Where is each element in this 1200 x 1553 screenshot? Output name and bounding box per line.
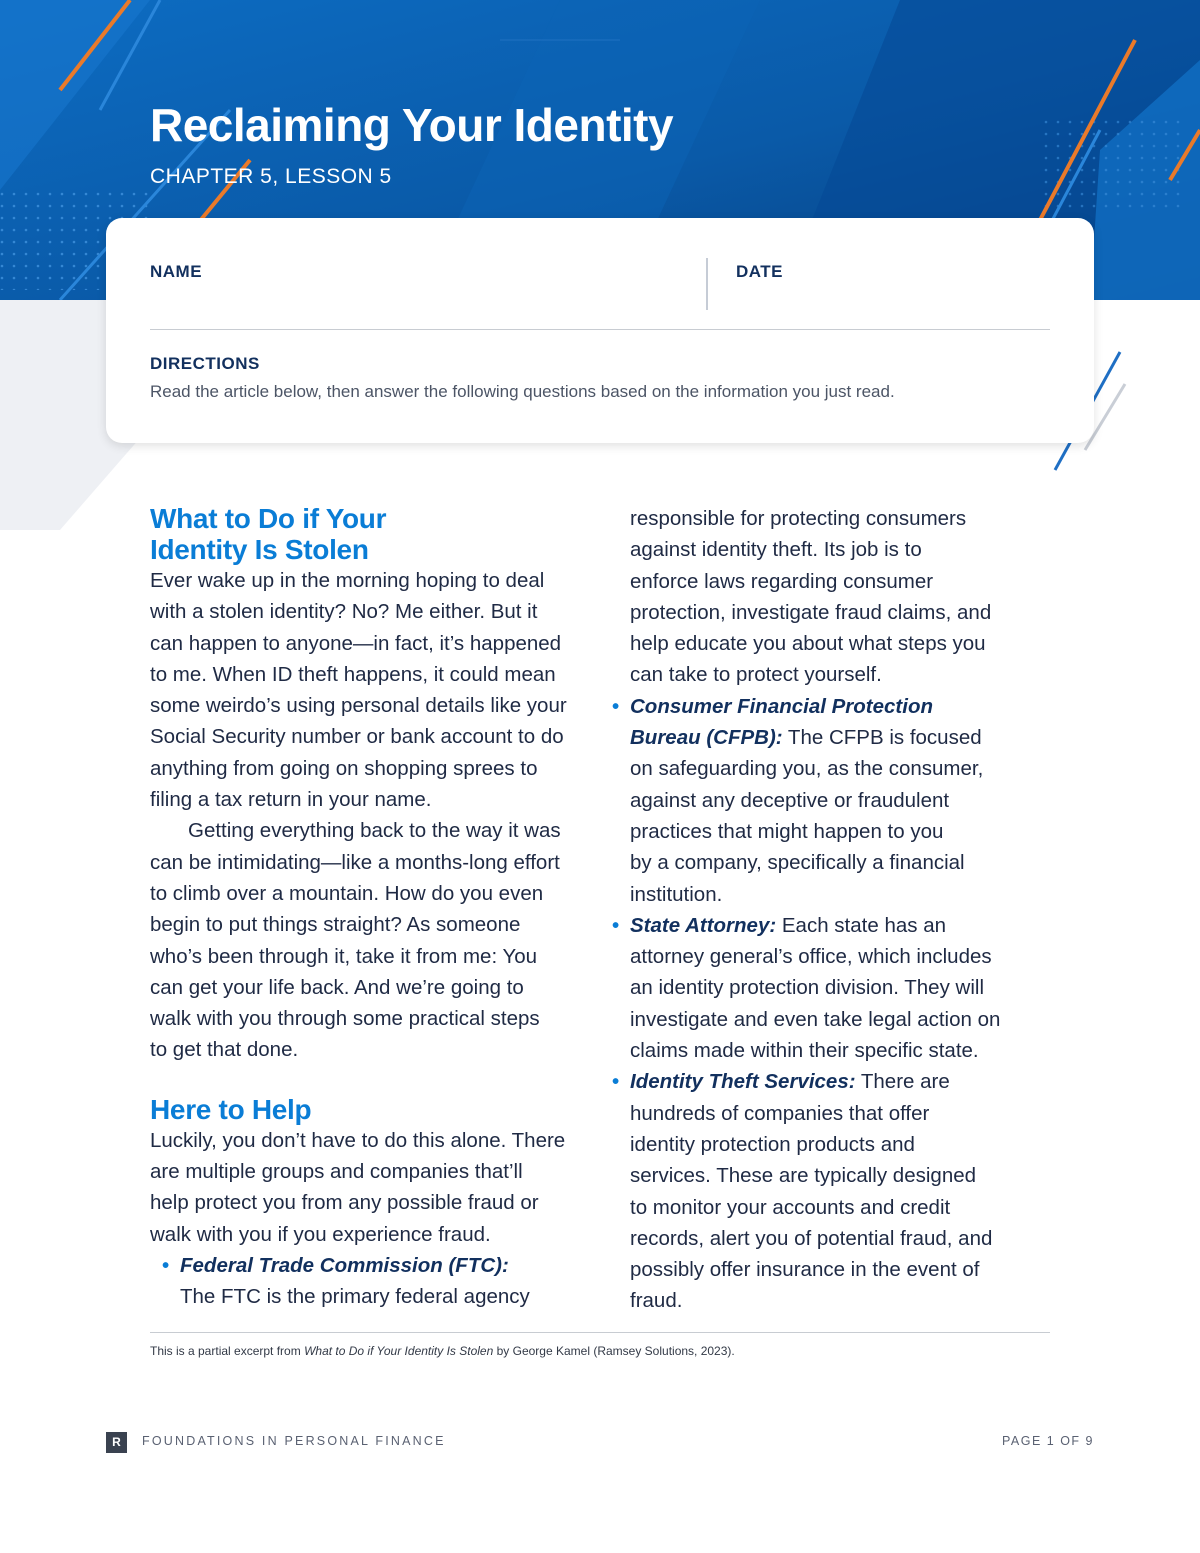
term-text: Federal Trade Commission (FTC): (180, 1253, 509, 1277)
text-line: claims made within their specific state. (630, 1039, 979, 1063)
field-divider (706, 258, 708, 310)
article-column-left (150, 503, 590, 1313)
text-line: can be intimidating—like a months-long effort (150, 850, 560, 874)
section-heading (150, 503, 590, 565)
text-line: can happen to anyone—in fact, it’s happened (150, 631, 562, 655)
text-line: are multiple groups and companies that’ll (150, 1160, 523, 1184)
text-line: Ever wake up in the morning hoping to deal (150, 569, 545, 592)
text-line: to climb over a mountain. How do you even (150, 881, 544, 905)
term-text: Bureau (CFPB): (630, 726, 783, 750)
text-line: investigate and even take legal action on (630, 1007, 1001, 1031)
bullet-term (150, 1250, 590, 1281)
student-info-card (106, 218, 1094, 443)
text-line: hundreds of companies that offer (630, 1101, 930, 1125)
text-line: can get your life back. And we’re going to (150, 975, 524, 999)
section-heading: Here to Help (150, 1093, 312, 1125)
heading-line: Identity Is Stolen (150, 534, 369, 565)
article-column-right (630, 503, 1060, 1317)
text-line: anything from going on shopping sprees to (150, 756, 538, 780)
bullet-item (150, 1250, 590, 1313)
term-text: Consumer Financial Protection (630, 694, 933, 718)
text-line: an identity protection division. They will (630, 976, 984, 1000)
text-line: against identity theft. Its job is to (630, 538, 922, 562)
term-desc: There are (855, 1070, 950, 1094)
text-line: by a company, specifically a financial (630, 851, 965, 875)
text-line: Social Security number or bank account to do (150, 725, 564, 749)
name-label: NAME (150, 262, 203, 281)
bullet-item-continued (630, 503, 1060, 691)
source-citation (150, 1344, 735, 1358)
text-line: can take to protect yourself. (630, 663, 882, 687)
text-line: on safeguarding you, as the consumer, (630, 757, 984, 781)
source-divider (150, 1332, 1050, 1333)
directions-text: Read the article below, then answer the following questions based on the information you just read. (150, 382, 895, 401)
text-line: to monitor your accounts and credit (630, 1195, 951, 1219)
text-line: with a stolen identity? No? Me either. But it (150, 600, 538, 624)
paragraph (150, 1125, 590, 1250)
bullet-item (600, 691, 1060, 910)
bullet-term (600, 910, 1060, 941)
text-line: records, alert you of potential fraud, and (630, 1226, 993, 1250)
bullet-term (600, 691, 1060, 722)
bullet-term (600, 1066, 1060, 1097)
bullet-item (600, 1066, 1060, 1316)
term-text: Identity Theft Services: (630, 1070, 856, 1094)
text-line: to me. When ID theft happens, it could mean (150, 662, 556, 686)
text-line: walk with you through some practical steps (150, 1007, 540, 1031)
text-line: filing a tax return in your name. (150, 788, 432, 812)
page-title: Reclaiming Your Identity (150, 99, 674, 151)
lesson-subtitle: CHAPTER 5, LESSON 5 (150, 165, 392, 188)
citation-suffix: by George Kamel (Ramsey Solutions, 2023). (493, 1344, 735, 1358)
text-line: to get that done. (150, 1038, 299, 1062)
text-line: institution. (630, 882, 723, 906)
text-line: help protect you from any possible fraud or (150, 1191, 539, 1215)
bullet-item (600, 910, 1060, 1066)
text-line: fraud. (630, 1289, 683, 1313)
text-line: Getting everything back to the way it was (188, 819, 561, 843)
text-line: identity protection products and (630, 1132, 915, 1156)
citation-book-title: What to Do if Your Identity Is Stolen (304, 1344, 494, 1358)
text-line: attorney general’s office, which includes (630, 945, 992, 969)
heading-line: What to Do if Your (150, 503, 387, 534)
paragraph (150, 565, 590, 815)
citation-prefix: This is a partial excerpt from (150, 1344, 305, 1358)
paragraph (150, 815, 590, 1065)
text-line: The FTC is the primary federal agency (180, 1285, 530, 1309)
directions-label: DIRECTIONS (150, 354, 260, 373)
text-line: begin to put things straight? As someone (150, 913, 521, 937)
date-label: DATE (736, 262, 784, 281)
footer-course-name: FOUNDATIONS IN PERSONAL FINANCE (142, 1434, 446, 1448)
text-line: possibly offer insurance in the event of (630, 1258, 980, 1282)
text-line: Luckily, you don’t have to do this alone. There (150, 1128, 566, 1152)
field-underline (150, 329, 1050, 330)
footer-page-number: PAGE 1 OF 9 (1002, 1434, 1094, 1448)
text-line: practices that might happen to you (630, 819, 944, 843)
text-line: protection, investigate fraud claims, and (630, 600, 992, 624)
text-line: some weirdo’s using personal details like your (150, 694, 567, 718)
text-line: services. These are typically designed (630, 1164, 977, 1188)
text-line (600, 722, 1060, 753)
text-line: responsible for protecting consumers (630, 507, 967, 530)
text-line: walk with you if you experience fraud. (150, 1222, 491, 1246)
text-line: who’s been through it, take it from me: You (150, 944, 538, 968)
text-line: against any deceptive or fraudulent (630, 788, 950, 812)
term-text: State Attorney: (630, 913, 777, 937)
term-desc: The CFPB is focused (782, 726, 982, 750)
term-desc: Each state has an (776, 913, 946, 937)
ramsey-logo-icon: R (106, 1432, 127, 1453)
text-line: help educate you about what steps you (630, 632, 986, 656)
text-line: enforce laws regarding consumer (630, 569, 934, 593)
